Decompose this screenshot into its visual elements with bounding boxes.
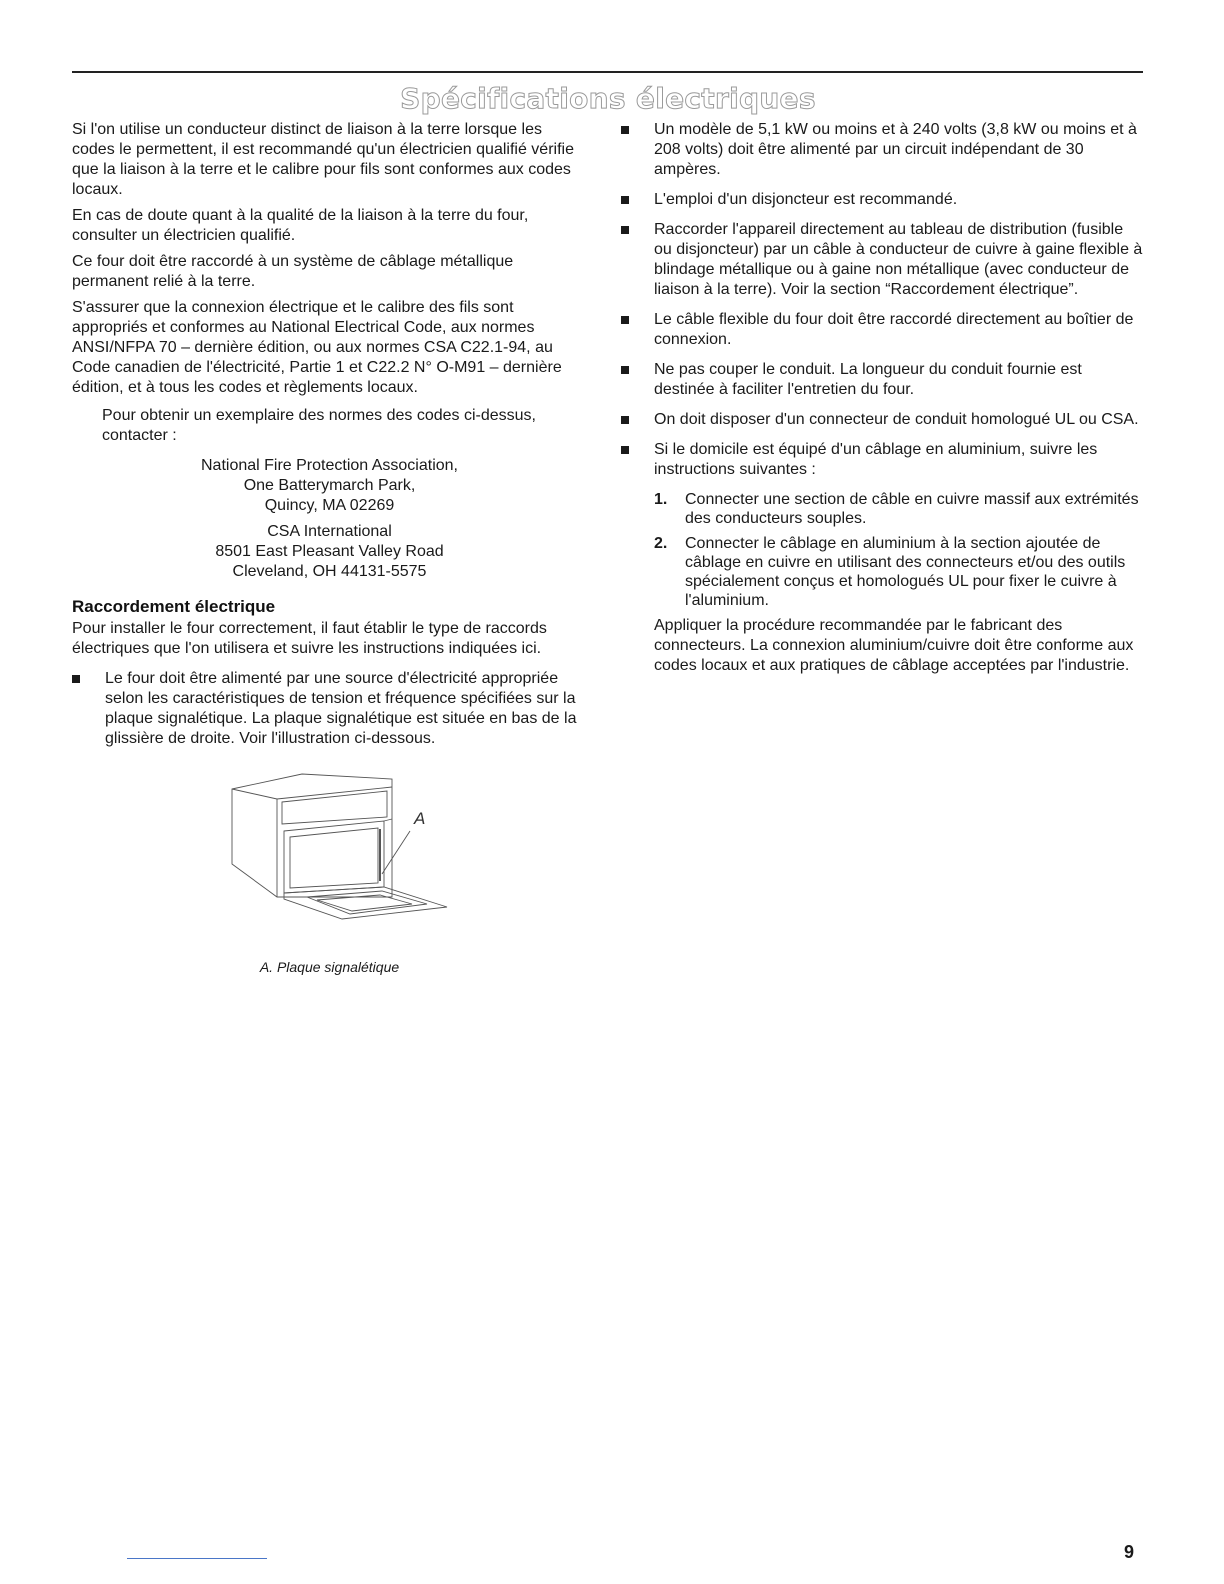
page-title: Spécifications électriques: [400, 82, 816, 115]
step-item: [654, 490, 1143, 528]
address-line: CSA International: [267, 523, 392, 540]
page-number: 9: [1124, 1542, 1135, 1562]
bullet-list: [621, 120, 1143, 676]
paragraph: S'assurer que la connexion électrique et le calibre des fils sont appropriés et conformes au National Electrical Code, aux normes ANSI/NFPA 70 – dernière édition, ou aux normes CSA C22.1-94, au Code canadien de l'électricité, Partie 1 et C22.2 N° O-M91 – dernière édition, et à tous les codes et règlements locaux.: [72, 299, 562, 396]
oven-illustration: [222, 769, 472, 939]
list-item: Un modèle de 5,1 kW ou moins et à 240 volts (3,8 kW ou moins et à 208 volts) doit être alimenté par un circuit indépendant de 30 ampères.: [621, 120, 1143, 180]
header-rule: [72, 71, 1143, 73]
paragraph: En cas de doute quant à la qualité de la liaison à la terre du four, consulter un électricien qualifié.: [72, 207, 529, 244]
address-line: 8501 East Pleasant Valley Road: [215, 543, 444, 560]
paragraph: Ce four doit être raccordé à un système de câblage métallique permanent relié à la terre.: [72, 253, 514, 290]
bullet-list: [72, 669, 587, 749]
contact-intro: Pour obtenir un exemplaire des normes des codes ci-dessus, contacter :: [102, 407, 536, 444]
step-item: [654, 534, 1143, 610]
numbered-list: [654, 490, 1143, 610]
left-column: [72, 120, 587, 977]
right-column: [621, 120, 1143, 682]
closing-paragraph: Appliquer la procédure recommandée par le fabricant des connecteurs. La connexion aluminium/cuivre doit être conforme aux codes locaux et aux pratiques de câblage acceptées par l'industrie.: [654, 617, 1134, 674]
address-line: National Fire Protection Association,: [200, 457, 458, 474]
list-item: Le câble flexible du four doit être raccordé directement au boîtier de connexion.: [621, 310, 1143, 350]
list-item: Raccorder l'appareil directement au tableau de distribution (fusible ou disjoncteur) par un câble à conducteur de cuivre à gaine flexible à blindage métallique ou à gaine non métallique (avec conducteur de liaison à la terre). Voir la section “Raccordement électrique”.: [621, 220, 1143, 300]
figure-label: A: [414, 809, 426, 828]
paragraph: Si l'on utilise un conducteur distinct de liaison à la terre lorsque les codes le permettent, il est recommandé qu'un électricien qualifié vérifie que la liaison à la terre et le calibre pour fils sont conformes aux codes locaux.: [72, 121, 574, 198]
address-line: One Batterymarch Park,: [243, 477, 416, 494]
footer-line: [127, 1558, 267, 1559]
list-item: [621, 440, 1143, 676]
step-number: 2.: [654, 535, 668, 552]
list-item: On doit disposer d'un connecteur de conduit homologué UL ou CSA.: [621, 410, 1143, 430]
section-heading: Raccordement électrique: [72, 597, 276, 616]
section-intro: Pour installer le four correctement, il faut établir le type de raccords électriques que l'on utilisera et suivre les instructions indiquées ici.: [72, 620, 547, 657]
step-text: Connecter une section de câble en cuivre massif aux extrémités des conducteurs souples.: [685, 491, 1139, 527]
list-item-text: Si le domicile est équipé d'un câblage en aluminium, suivre les instructions suivantes :: [654, 441, 1098, 478]
address-nfpa: [72, 456, 587, 516]
figure-caption: A. Plaque signalétique: [259, 959, 400, 975]
address-csa: [72, 522, 587, 582]
address-line: Quincy, MA 02269: [264, 497, 395, 514]
address-line: Cleveland, OH 44131-5575: [232, 563, 427, 580]
list-item: L'emploi d'un disjoncteur est recommandé.: [621, 190, 1143, 210]
step-number: 1.: [654, 491, 668, 508]
list-item: Le four doit être alimenté par une source d'électricité appropriée selon les caractéristiques de tension et fréquence spécifiées sur la plaque signalétique. La plaque signalétique est située en bas de la glissière de droite. Voir l'illustration ci-dessous.: [72, 669, 587, 749]
list-item: Ne pas couper le conduit. La longueur du conduit fournie est destinée à faciliter l'entretien du four.: [621, 360, 1143, 400]
step-text: Connecter le câblage en aluminium à la section ajoutée de câblage en cuivre en utilisant des connecteurs et/ou des outils spécialement conçus et homologués UL pour fixer le cuivre à l'aluminium.: [685, 535, 1126, 609]
